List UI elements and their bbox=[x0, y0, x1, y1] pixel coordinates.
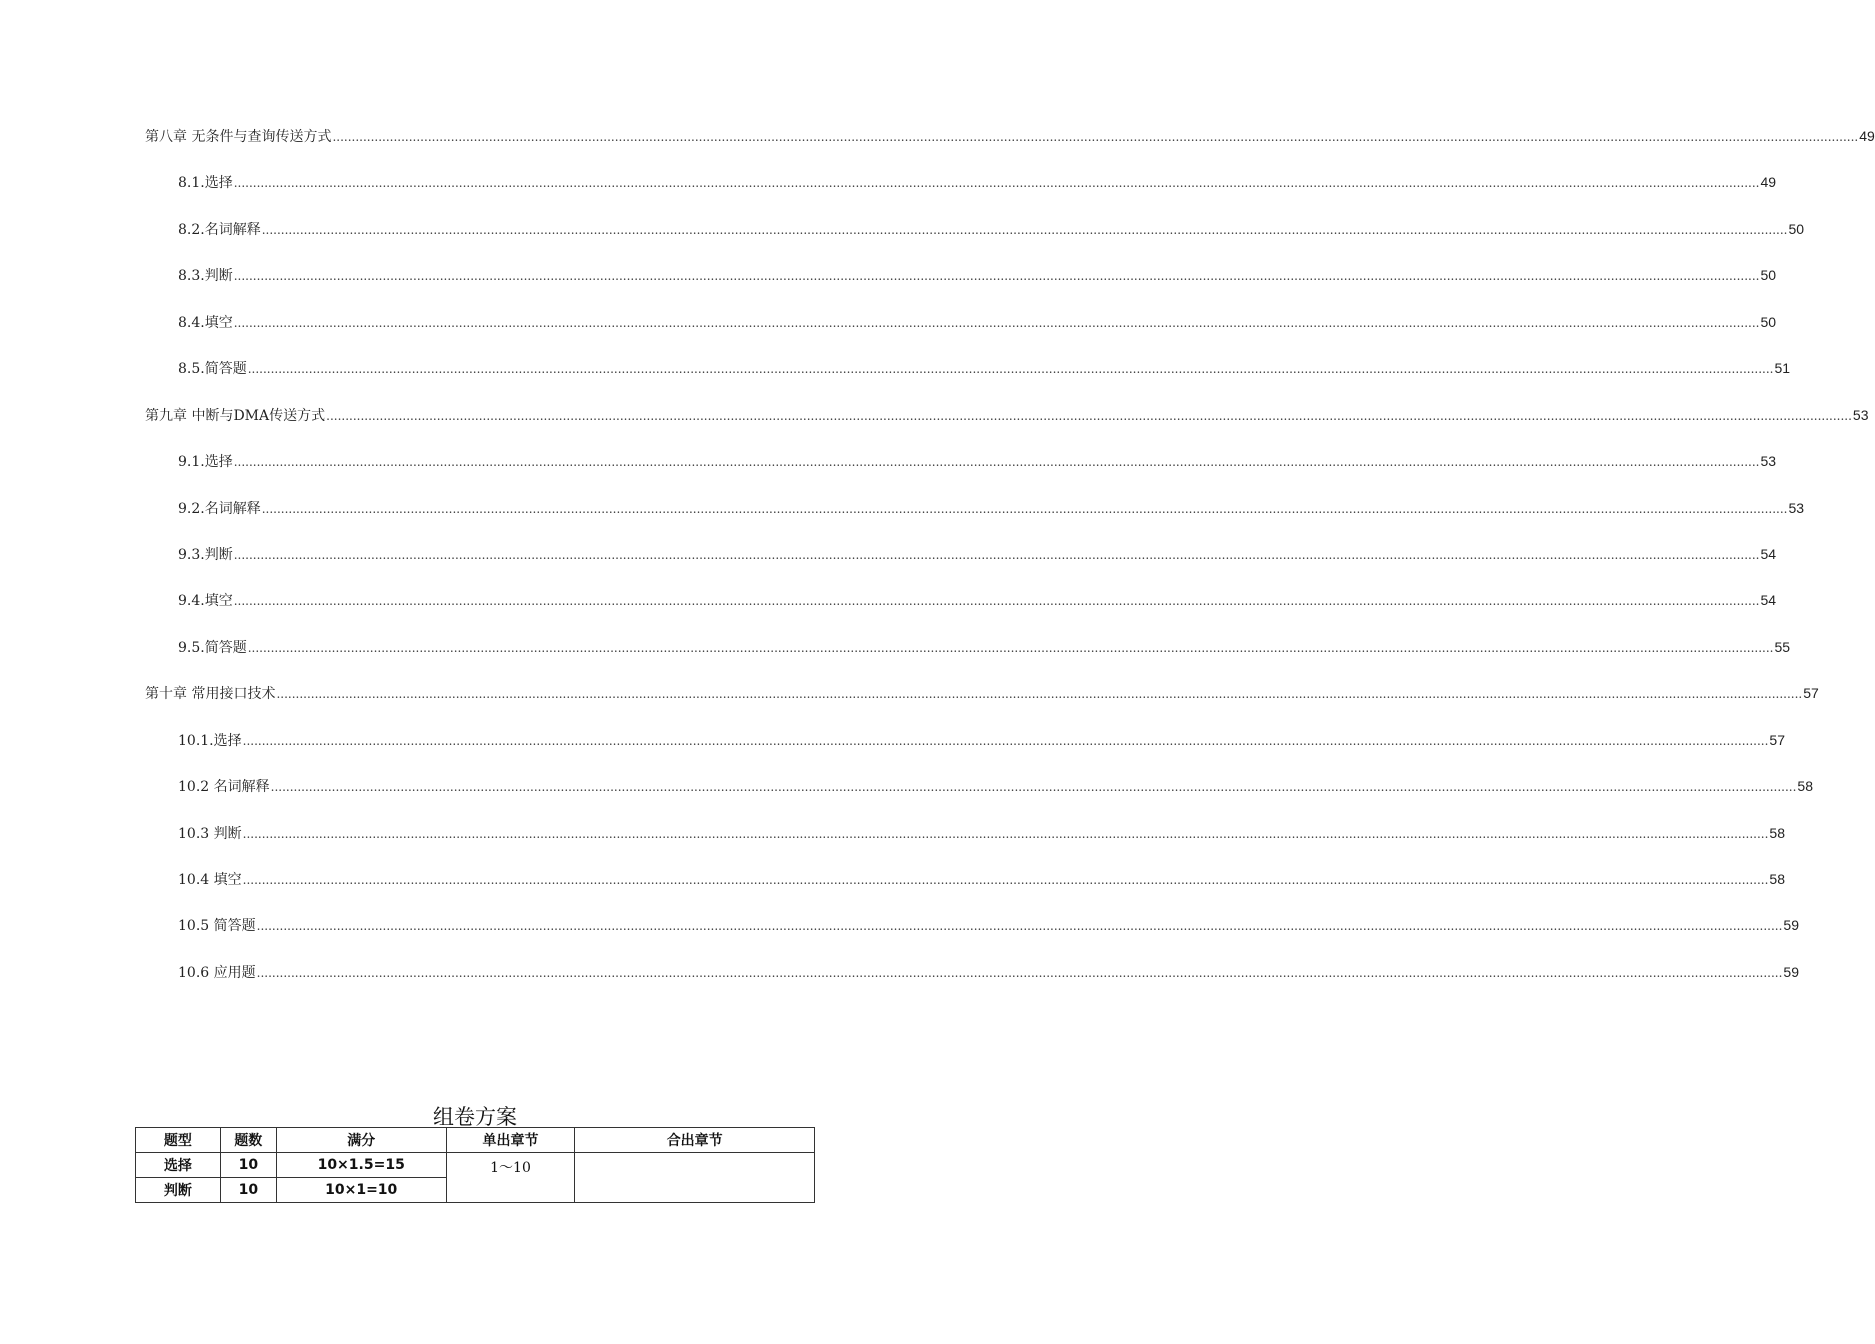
toc-entry-label: 10.4 填空 bbox=[178, 872, 242, 888]
toc-entry-label: 9.3.判断 bbox=[178, 547, 233, 563]
toc-leader-dots: ................................................................................................................................................................................................................................................................................................................................................................................................................ bbox=[261, 223, 1788, 237]
table-header-row bbox=[136, 1128, 815, 1153]
toc-entry[interactable] bbox=[178, 312, 1777, 332]
toc-entry-label: 8.5.简答题 bbox=[178, 361, 247, 377]
cell-question-count: 10 bbox=[220, 1178, 276, 1203]
toc-entry[interactable] bbox=[178, 219, 1805, 239]
toc-entry-page: 57 bbox=[1803, 685, 1819, 701]
toc-entry[interactable] bbox=[178, 265, 1777, 285]
toc-entry[interactable] bbox=[178, 962, 1799, 982]
toc-entry-label: 10.6 应用题 bbox=[178, 965, 256, 981]
header-combined-chapters: 合出章节 bbox=[575, 1128, 815, 1153]
toc-entry[interactable] bbox=[178, 869, 1785, 889]
toc-leader-dots: ................................................................................................................................................................................................................................................................................................................................................................................................................ bbox=[276, 687, 1803, 701]
exam-plan-table bbox=[135, 1127, 815, 1203]
toc-entry[interactable] bbox=[145, 405, 1869, 425]
toc-entry[interactable] bbox=[178, 451, 1777, 471]
toc-leader-dots: ................................................................................................................................................................................................................................................................................................................................................................................................................ bbox=[270, 780, 1797, 794]
toc-entry-page: 50 bbox=[1788, 221, 1805, 237]
toc-entry[interactable] bbox=[178, 590, 1777, 610]
toc-leader-dots: ................................................................................................................................................................................................................................................................................................................................................................................................................ bbox=[233, 455, 1760, 469]
toc-leader-dots: ................................................................................................................................................................................................................................................................................................................................................................................................................ bbox=[233, 176, 1760, 190]
cell-combined-chapters bbox=[575, 1153, 815, 1203]
toc-entry-page: 57 bbox=[1769, 732, 1785, 748]
toc-entry-label: 9.4.填空 bbox=[178, 593, 233, 609]
header-single-chapters: 单出章节 bbox=[446, 1128, 575, 1153]
toc-leader-dots: ................................................................................................................................................................................................................................................................................................................................................................................................................ bbox=[332, 130, 1859, 144]
toc-entry-page: 58 bbox=[1769, 825, 1785, 841]
toc-leader-dots: ................................................................................................................................................................................................................................................................................................................................................................................................................ bbox=[242, 827, 1769, 841]
toc-entry-label: 第九章 中断与DMA传送方式 bbox=[145, 408, 326, 424]
toc-entry[interactable] bbox=[178, 776, 1813, 796]
cell-question-type: 判断 bbox=[136, 1178, 221, 1203]
toc-leader-dots: ................................................................................................................................................................................................................................................................................................................................................................................................................ bbox=[233, 316, 1760, 330]
toc-leader-dots: ................................................................................................................................................................................................................................................................................................................................................................................................................ bbox=[233, 548, 1760, 562]
cell-question-type: 选择 bbox=[136, 1153, 221, 1178]
toc-entry[interactable] bbox=[178, 498, 1805, 518]
toc-leader-dots: ................................................................................................................................................................................................................................................................................................................................................................................................................ bbox=[242, 734, 1769, 748]
toc-entry-label: 8.3.判断 bbox=[178, 268, 233, 284]
toc-entry-page: 54 bbox=[1760, 546, 1777, 562]
toc-leader-dots: ................................................................................................................................................................................................................................................................................................................................................................................................................ bbox=[247, 362, 1774, 376]
toc-entry[interactable] bbox=[145, 683, 1819, 703]
toc-entry-label: 9.1.选择 bbox=[178, 454, 233, 470]
cell-single-chapters: 1～10 bbox=[446, 1153, 575, 1203]
toc-leader-dots: ................................................................................................................................................................................................................................................................................................................................................................................................................ bbox=[242, 873, 1769, 887]
toc-entry-page: 53 bbox=[1788, 500, 1805, 516]
toc-entry[interactable] bbox=[178, 637, 1791, 657]
toc-entry[interactable] bbox=[178, 544, 1777, 564]
toc-entry-label: 10.2 名词解释 bbox=[178, 779, 270, 795]
toc-entry-label: 8.1.选择 bbox=[178, 175, 233, 191]
toc-entry[interactable] bbox=[178, 730, 1785, 750]
header-full-score: 满分 bbox=[276, 1128, 446, 1153]
toc-entry-label: 10.5 简答题 bbox=[178, 918, 256, 934]
toc-entry-page: 49 bbox=[1859, 128, 1875, 144]
toc-entry-page: 58 bbox=[1797, 778, 1813, 794]
toc-entry-label: 9.2.名词解释 bbox=[178, 501, 261, 517]
toc-leader-dots: ................................................................................................................................................................................................................................................................................................................................................................................................................ bbox=[326, 409, 1852, 423]
toc-entry-page: 53 bbox=[1852, 407, 1869, 423]
toc-entry-page: 50 bbox=[1760, 314, 1777, 330]
toc-entry-page: 59 bbox=[1783, 917, 1799, 933]
toc-leader-dots: ................................................................................................................................................................................................................................................................................................................................................................................................................ bbox=[261, 502, 1788, 516]
header-question-type: 题型 bbox=[136, 1128, 221, 1153]
toc-leader-dots: ................................................................................................................................................................................................................................................................................................................................................................................................................ bbox=[247, 641, 1774, 655]
toc-leader-dots: ................................................................................................................................................................................................................................................................................................................................................................................................................ bbox=[256, 966, 1783, 980]
toc-entry-label: 10.1.选择 bbox=[178, 733, 242, 749]
toc-entry[interactable] bbox=[178, 915, 1799, 935]
toc-entry[interactable] bbox=[178, 358, 1791, 378]
toc-entry-page: 53 bbox=[1760, 453, 1777, 469]
toc-entry-page: 50 bbox=[1760, 267, 1777, 283]
toc-entry[interactable] bbox=[178, 172, 1777, 192]
toc-entry-label: 9.5.简答题 bbox=[178, 640, 247, 656]
toc-entry[interactable] bbox=[178, 823, 1785, 843]
toc-entry-label: 8.2.名词解释 bbox=[178, 222, 261, 238]
cell-full-score: 10×1=10 bbox=[276, 1178, 446, 1203]
cell-full-score: 10×1.5=15 bbox=[276, 1153, 446, 1178]
toc-entry[interactable] bbox=[145, 126, 1875, 146]
toc-entry-page: 58 bbox=[1769, 871, 1785, 887]
toc-entry-page: 59 bbox=[1783, 964, 1799, 980]
toc-entry-label: 10.3 判断 bbox=[178, 826, 242, 842]
toc-entry-page: 49 bbox=[1760, 174, 1777, 190]
header-question-count: 题数 bbox=[220, 1128, 276, 1153]
toc-entry-page: 55 bbox=[1774, 639, 1791, 655]
toc-entry-label: 第八章 无条件与查询传送方式 bbox=[145, 129, 332, 145]
toc-leader-dots: ................................................................................................................................................................................................................................................................................................................................................................................................................ bbox=[233, 594, 1760, 608]
toc-leader-dots: ................................................................................................................................................................................................................................................................................................................................................................................................................ bbox=[256, 919, 1783, 933]
toc-entry-page: 51 bbox=[1774, 360, 1791, 376]
toc-entry-label: 第十章 常用接口技术 bbox=[145, 686, 276, 702]
cell-question-count: 10 bbox=[220, 1153, 276, 1178]
toc-leader-dots: ................................................................................................................................................................................................................................................................................................................................................................................................................ bbox=[233, 269, 1760, 283]
toc-entry-page: 54 bbox=[1760, 592, 1777, 608]
plan-title: 组卷方案 bbox=[433, 1105, 517, 1129]
toc-entry-label: 8.4.填空 bbox=[178, 315, 233, 331]
table-row bbox=[136, 1153, 815, 1178]
